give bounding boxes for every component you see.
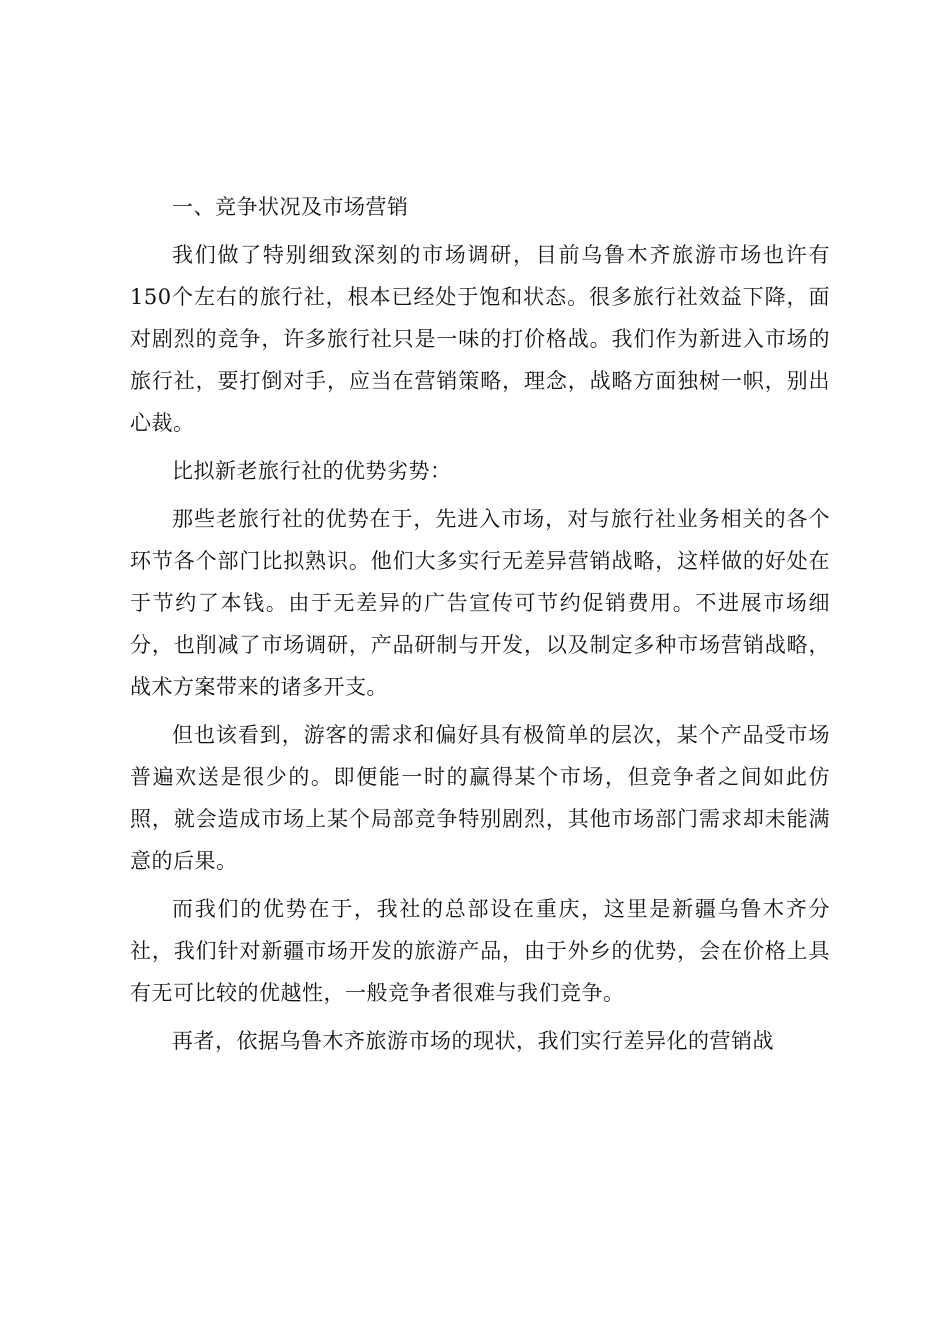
paragraph-market-research: 我们做了特别细致深刻的市场调研，目前乌鲁木齐旅游市场也许有150个左右的旅行社，根本已经处于饱和状态。很多旅行社效益下降，面对剧烈的竞争，许多旅行社只是一味的打价格战。我们作为新进入市场的旅行社，要打倒对手，应当在营销策略，理念，战略方面独树一帜，别出心裁。 xyxy=(130,243,830,435)
paragraph-market-limitations: 但也该看到，游客的需求和偏好具有极简单的层次，某个产品受市场普遍欢送是很少的。即便能一时的赢得某个市场，但竞争者之间如此仿照，就会造成市场上某个局部竞争特别剧烈，其他市场部门需求却未能满意的后果。 xyxy=(130,723,830,873)
document-body xyxy=(130,186,830,1068)
paragraph-differentiation-strategy: 再者，依据乌鲁木齐旅游市场的现状，我们实行差异化的营销战 xyxy=(172,1029,774,1053)
paragraph-old-agencies-advantages: 那些老旅行社的优势在于，先进入市场，对与旅行社业务相关的各个环节各个部门比拟熟识。他们大多实行无差异营销战略，这样做的好处在于节约了本钱。由于无差异的广告宣传可节约促销费用。不进展市场细分，也削减了市场调研，产品研制与开发，以及制定多种市场营销战略，战术方案带来的诸多开支。 xyxy=(130,507,830,699)
paragraph-our-advantages: 而我们的优势在于，我社的总部设在重庆，这里是新疆乌鲁木齐分社，我们针对新疆市场开发的旅游产品，由于外乡的优势，会在价格上具有无可比较的优越性，一般竞争者很难与我们竞争。 xyxy=(130,897,830,1005)
section-heading: 一、竞争状况及市场营销 xyxy=(172,195,409,219)
paragraph-comparison-intro: 比拟新老旅行社的优势劣势： xyxy=(172,459,452,483)
